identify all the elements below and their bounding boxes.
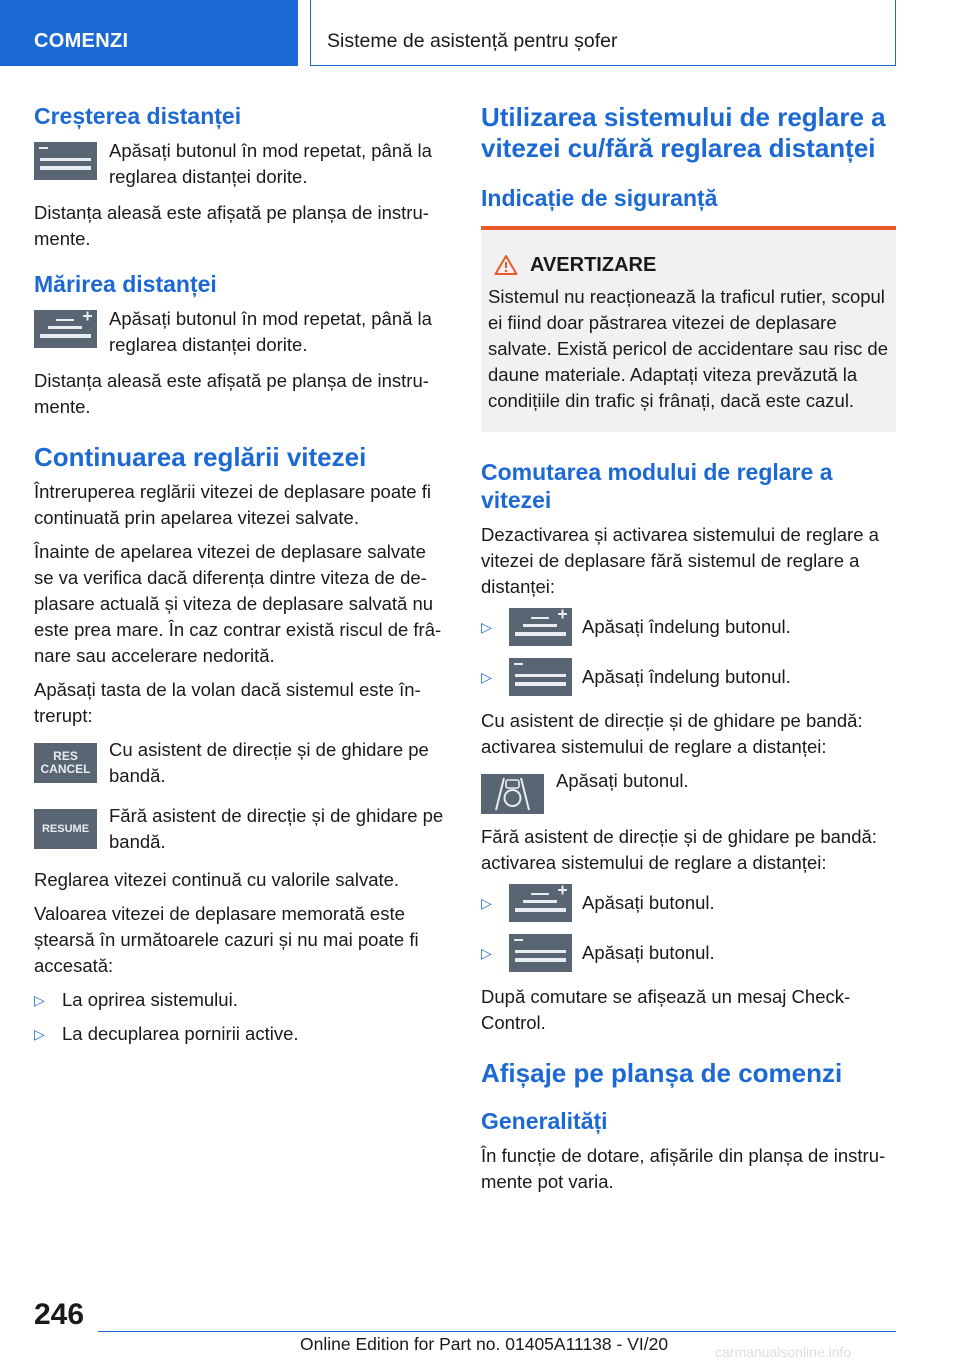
list-item: ▷ Apăsați îndelung butonul.: [481, 658, 896, 696]
chapter-title: Sisteme de asistență pentru șofer: [310, 0, 896, 66]
heading-safety-note: Indicație de siguranță: [481, 185, 718, 211]
with-lane-assist-text: Cu asistent de direcție și de ghidare pe bandă: activarea sistemului de reglare a distanței:: [481, 710, 863, 757]
heading-displays: Afișaje pe planșa de comenzi: [481, 1058, 843, 1088]
bullet-triangle-icon: ▷: [34, 1026, 45, 1042]
continue-speed-p2: Înainte de apelarea vitezei de deplasare salvate se va verifica dacă diferența dintre viteza de deplasare actuală și viteza de deplasare salvată nu este prea mare. În caz contrar există riscul de frânare sau accelerare nedorită.: [34, 541, 442, 666]
list-item: ▷ La oprirea sistemului.: [34, 987, 450, 1013]
res-cancel-text: Cu asistent de direcție și de ghidare pe bandă.: [109, 739, 429, 786]
warning-box: [481, 226, 896, 432]
warning-title: AVERTIZARE: [488, 252, 888, 278]
bullet-triangle-icon: ▷: [481, 894, 492, 911]
watermark: carmanualsonline.info: [715, 1344, 852, 1360]
resume-icon: RESUME: [34, 809, 97, 849]
continue-speed-p5: Valoarea vitezei de deplasare memorată este ștearsă în următoarele cazuri și nu mai poate fi accesată:: [34, 903, 419, 976]
distance-plus-icon: [509, 884, 572, 922]
footer-divider: [98, 1331, 896, 1332]
list-item: ▷ Apăsați butonul.: [481, 884, 896, 922]
list-item: ▷ Apăsați îndelung butonul.: [481, 608, 896, 646]
right-column: [481, 102, 896, 1203]
list-item: ▷ La decuplarea pornirii active.: [34, 1021, 450, 1047]
continue-speed-p4: Reglarea vitezei continuă cu valorile salvate.: [34, 869, 400, 890]
left-column: [34, 102, 450, 1055]
footer-edition: Online Edition for Part no. 01405A11138 - VI/20: [300, 1334, 669, 1354]
bullet-triangle-icon: ▷: [481, 944, 492, 961]
distance-minus-icon: [34, 142, 97, 180]
bullet-triangle-icon: ▷: [34, 992, 45, 1008]
distance-plus-icon: [509, 608, 572, 646]
general-text: În funcție de dotare, afișările din planșa de instrumente pot varia.: [481, 1145, 886, 1192]
resume-row: [34, 803, 450, 855]
page-number: 246: [34, 1298, 85, 1331]
res-cancel-row: [34, 737, 450, 789]
bullet-triangle-icon: ▷: [481, 668, 492, 685]
heading-continue-speed: Continuarea reglării vitezei: [34, 442, 367, 472]
lane-assist-row: [481, 768, 896, 814]
heading-increase-distance: Creșterea distanței: [34, 103, 242, 129]
warning-text: Sistemul nu reacționează la traficul rutier, scopul ei fiind doar păstrarea vitezei de deplasare salvate. Există pericol de accidentare sau risc de daune materiale. Adaptați viteza prevăzută la condițiile din trafic și frânați, dacă este cazul.: [488, 286, 889, 411]
lane-assist-icon: [481, 774, 544, 814]
switch-mode-text: Dezactivarea și activarea sistemului de reglare a vitezei de deplasare fără sistemul de reglare a distanței:: [481, 524, 879, 597]
deletion-cases-list: [34, 987, 450, 1047]
heading-general: Generalități: [481, 1108, 608, 1134]
without-lane-assist-text: Fără asistent de direcție și de ghidare pe bandă: activarea sistemului de reglare a distanței:: [481, 826, 877, 873]
increase-distance-note: Distanța aleasă este afișată pe planșa de instrumente.: [34, 202, 429, 249]
distance-plus-icon: [34, 310, 97, 348]
res-cancel-icon: RES CANCEL: [34, 743, 97, 783]
warning-triangle-icon: [494, 254, 518, 276]
increase-distance-text: Apăsați butonul în mod repetat, până la reglarea distanței dorite.: [109, 140, 432, 187]
bullet-triangle-icon: ▷: [481, 618, 492, 635]
distance-minus-icon: [509, 658, 572, 696]
heading-switch-mode: Comutarea modului de reglare a vitezei: [481, 459, 833, 513]
enlarge-distance-row: [34, 306, 450, 358]
distance-minus-icon: [509, 934, 572, 972]
enlarge-distance-note: Distanța aleasă este afișată pe planșa de instrumente.: [34, 370, 429, 417]
list-item: ▷ Apăsați butonul.: [481, 934, 896, 972]
continue-speed-p1: Întreruperea reglării vitezei de deplasare poate fi continuată prin apelarea vitezei salvate.: [34, 481, 431, 528]
section-tab: COMENZI: [0, 0, 298, 66]
continue-speed-p3: Apăsați tasta de la volan dacă sistemul este întrerupt:: [34, 679, 421, 726]
heading-use-speed-control: Utilizarea sistemului de reglare a vitezei cu/fără reglarea distanței: [481, 102, 886, 163]
enlarge-distance-text: Apăsați butonul în mod repetat, până la reglarea distanței dorite.: [109, 308, 432, 355]
resume-text: Fără asistent de direcție și de ghidare pe bandă.: [109, 805, 444, 852]
press-button-text: Apăsați butonul.: [556, 770, 689, 791]
increase-distance-row: [34, 138, 450, 190]
heading-enlarge-distance: Mărirea distanței: [34, 271, 217, 297]
after-switch-text: După comutare se afișează un mesaj Check-Control.: [481, 986, 851, 1033]
